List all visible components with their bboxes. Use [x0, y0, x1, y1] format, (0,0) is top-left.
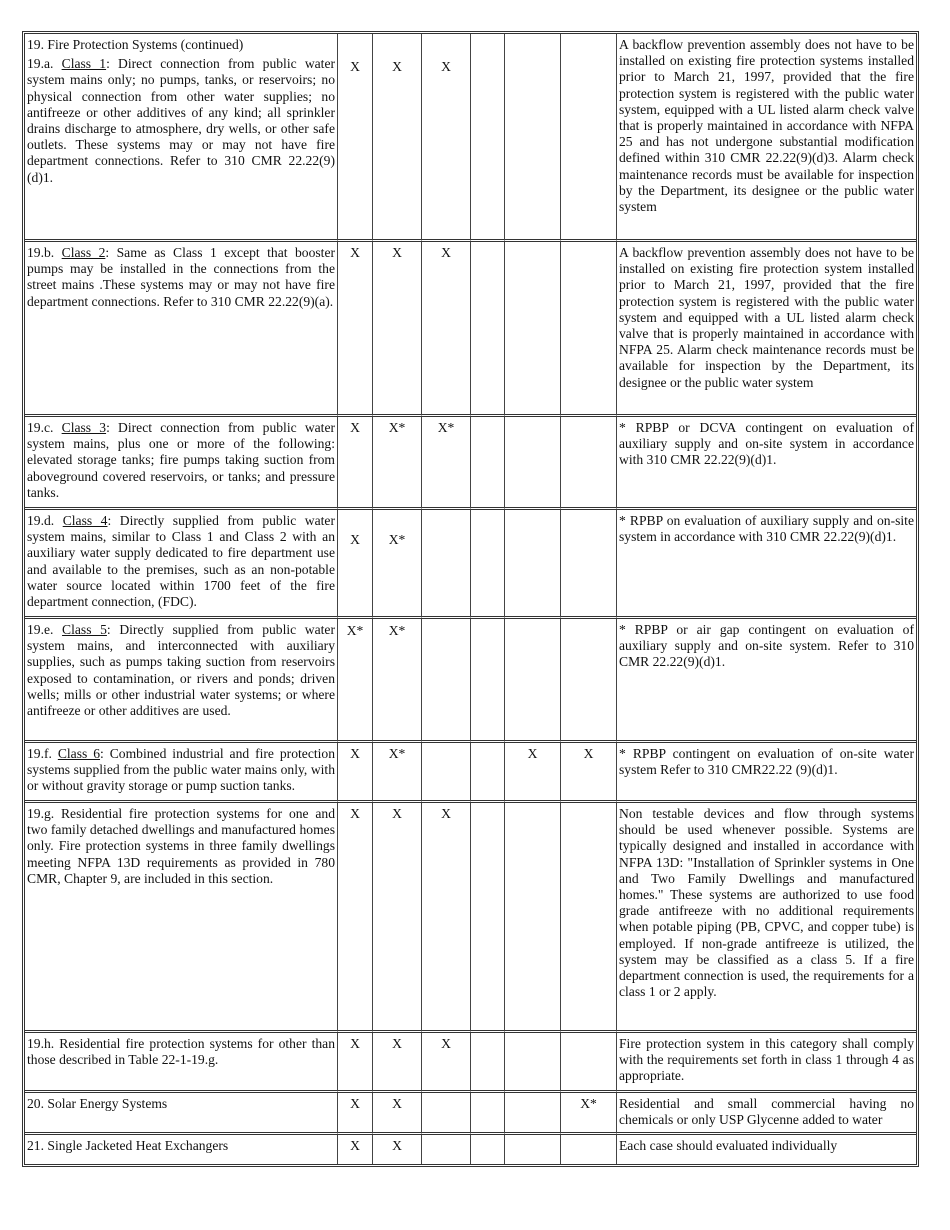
row-description: [25, 34, 338, 242]
mark-col-1: X: [338, 803, 373, 1033]
mark-col-1: X: [338, 1093, 373, 1135]
mark-col-1: X: [338, 34, 373, 242]
row-note: Each case should evaluated individually: [619, 1138, 838, 1153]
table-row-19e: [25, 619, 916, 743]
row-prefix: 19.h. Residential fire protection systems for other than those described in Table 22-1-19.g.: [27, 1036, 335, 1068]
mark-col-2: X*: [373, 619, 422, 743]
class-label: Class 3: [61, 420, 107, 435]
mark-col-6: [561, 242, 617, 417]
mark-col-1: X: [338, 1135, 373, 1164]
row-note: * RPBP or air gap contingent on evaluation of auxiliary supply and on-site system. Refer to 310 CMR 22.22(9)(d)1.: [617, 619, 916, 743]
row-description: [25, 1093, 338, 1135]
row-note: * RPBP on evaluation of auxiliary supply and on-site system in accordance with 310 CMR 22.22(9)(d)1.: [617, 510, 916, 619]
mark-col-6: X: [561, 743, 617, 803]
mark-col-5: [505, 803, 561, 1033]
row-description: [25, 743, 338, 803]
mark-col-5: [505, 34, 561, 242]
row-note: A backflow prevention assembly does not have to be installed on existing fire protection system installed prior to March 21, 1997, provided that the fire protection system is registered with the public water system and equipped with a UL listed alarm check valve that is properly maintained in accordance with NFPA 25. Alarm check maintenance records must be available for inspection by the Department, its designee or the public water system: [617, 242, 916, 417]
row-prefix: 21. Single Jacketed Heat Exchangers: [27, 1138, 229, 1153]
class-label: Class 6: [57, 746, 101, 761]
mark-col-1: X: [338, 743, 373, 803]
row-text: : Direct connection from public water system mains, plus one or more of the following: elevated storage tanks; fire pumps taking suction from aboveground covered reservoirs, or tanks; and pressure tanks.: [27, 420, 336, 500]
mark-col-5: [505, 619, 561, 743]
mark-col-5: [505, 1033, 561, 1093]
mark-col-6: [561, 417, 617, 510]
mark-col-5: [505, 1093, 561, 1135]
row-description: [25, 803, 338, 1033]
mark-col-2: X: [373, 34, 422, 242]
section-header: 19. Fire Protection Systems (continued): [27, 37, 244, 52]
mark-col-3: X*: [422, 417, 471, 510]
class-label: Class 1: [61, 56, 107, 72]
table-row-19b: [25, 242, 916, 417]
mark-col-2: X: [373, 1033, 422, 1093]
backflow-requirements-table: [22, 31, 919, 1167]
mark-col-2: X: [373, 803, 422, 1033]
class-label: Class 5: [62, 622, 107, 637]
mark-col-4: [471, 1093, 505, 1135]
mark-col-4: [471, 510, 505, 619]
class-label: Class 2: [61, 245, 106, 260]
row-text: : Directly supplied from public water system mains, similar to Class 1 and Class 2 with an auxiliary water supply dedicated to fire department use and available to the premises, such as an non-potable water source located within 1700 feet of the fire department connection, (FDC).: [27, 513, 335, 610]
mark-col-2: X: [373, 1093, 422, 1135]
mark-col-3: [422, 510, 471, 619]
mark-col-1: X: [338, 417, 373, 510]
table-row-19h: [25, 1033, 916, 1093]
mark-col-6: [561, 1033, 617, 1093]
mark-col-6: [561, 619, 617, 743]
row-note: * RPBP or DCVA contingent on evaluation of auxiliary supply and on-site system in accordance with 310 CMR 22.22(9)(d)1.: [617, 417, 916, 510]
mark-col-1: X: [338, 510, 373, 619]
mark-col-6: [561, 34, 617, 242]
mark-col-4: [471, 417, 505, 510]
table-row-19a: [25, 34, 916, 242]
mark-col-3: [422, 743, 471, 803]
table-row-19c: [25, 417, 916, 510]
row-description: [25, 1033, 338, 1093]
row-text: : Direct connection from public water system mains only; no pumps, tanks, or reservoirs; no physical connection from other water supplies; no antifreeze or other additives of any kind; all sprinkler drains discharge to atmosphere, dry wells, or other safe outlets. These systems may or may not have fire department connections. Refer to 310 CMR 22.22(9)(d)1.: [27, 56, 336, 185]
mark-col-4: [471, 743, 505, 803]
mark-col-4: [471, 619, 505, 743]
row-description: [25, 619, 338, 743]
mark-col-5: X: [505, 743, 561, 803]
mark-col-1: X: [338, 1033, 373, 1093]
mark-col-2: X: [373, 1135, 422, 1164]
row-prefix: 19.c.: [27, 420, 62, 435]
mark-col-6: [561, 803, 617, 1033]
mark-col-5: [505, 242, 561, 417]
mark-col-6: X*: [561, 1093, 617, 1135]
document-page: [22, 31, 913, 1167]
mark-col-1: X*: [338, 619, 373, 743]
mark-col-4: [471, 34, 505, 242]
table-row-20: [25, 1093, 916, 1135]
row-prefix: 19.g. Residential fire protection systems for one and two family detached dwellings and manufactured homes only. Fire protection systems in three family dwellings meeting NFPA 13D requirements as provided in 780 CMR, Chapter 9, are included in this section.: [27, 806, 335, 886]
row-prefix: 19.b.: [27, 245, 62, 260]
row-prefix: 20. Solar Energy Systems: [27, 1096, 168, 1111]
row-note: Residential and small commercial having no chemicals or only USP Glycenne added to water: [617, 1093, 916, 1135]
row-prefix: 19.d.: [27, 513, 63, 528]
mark-col-2: X*: [373, 743, 422, 803]
mark-col-3: [422, 1093, 471, 1135]
mark-col-3: X: [422, 803, 471, 1033]
mark-col-4: [471, 1033, 505, 1093]
row-text: : Same as Class 1 except that booster pumps may be installed in the connections from the street mains .These systems may or may not have fire department connections. Refer to 310 CMR 22.22(9)(a).: [27, 245, 336, 309]
table-row-19f: [25, 743, 916, 803]
mark-col-3: X: [422, 34, 471, 242]
row-note: Fire protection system in this category shall comply with the requirements set forth in class 1 through 4 as appropriate.: [617, 1033, 916, 1093]
mark-col-4: [471, 1135, 505, 1164]
mark-col-5: [505, 1135, 561, 1164]
row-prefix: 19.e.: [27, 622, 63, 637]
mark-col-4: [471, 242, 505, 417]
row-description: [25, 417, 338, 510]
mark-col-5: [505, 417, 561, 510]
row-description: [25, 242, 338, 417]
mark-col-6: [561, 510, 617, 619]
mark-col-3: [422, 1135, 471, 1164]
mark-col-2: X*: [373, 510, 422, 619]
row-note: * RPBP contingent on evaluation of on-site water system Refer to 310 CMR22.22 (9)(d)1.: [617, 743, 916, 803]
mark-col-3: [422, 619, 471, 743]
row-text: : Directly supplied from public water system mains, and interconnected with auxiliary supplies, such as pumps taking suction from reservoirs exposed to contamination, or rivers and ponds; driven wells; mills or other industrial water systems; or where antifreeze or other additives are used.: [27, 622, 335, 719]
mark-col-3: X: [422, 242, 471, 417]
row-text: : Combined industrial and fire protection systems supplied from the public water mains only, with or without gravity storage or pump suction tanks.: [27, 746, 336, 794]
table-row-19d: [25, 510, 916, 619]
table-row-21: [25, 1135, 916, 1164]
mark-col-2: X: [373, 242, 422, 417]
mark-col-6: [561, 1135, 617, 1164]
mark-col-1: X: [338, 242, 373, 417]
row-prefix: 19.a.: [27, 56, 62, 72]
row-description: [25, 1135, 338, 1164]
row-description: [25, 510, 338, 619]
row-prefix: 19.f.: [27, 746, 58, 761]
class-label: Class 4: [62, 513, 108, 528]
mark-col-5: [505, 510, 561, 619]
mark-col-2: X*: [373, 417, 422, 510]
row-note: Non testable devices and flow through systems should be used whenever possible. Systems are typically designed and installed in accordance with NFPA 13D: "Installation of Sprinkler systems in One and Two Family Dwellings and manufactured homes." These systems are authorized to use food grade antifreeze with no additional requirements when potable piping (PB, CPVC, and copper tube) is employed. If non-grade antifreeze is utilized, the system may be classified as a class 5. If a fire department connection is used, the requirements for a class 1 or 2 apply.: [617, 803, 916, 1033]
mark-col-4: [471, 803, 505, 1033]
table-row-19g: [25, 803, 916, 1033]
mark-col-3: X: [422, 1033, 471, 1093]
row-note: A backflow prevention assembly does not have to be installed on existing fire protection systems installed prior to March 21, 1997, provided that the fire protection system is registered with the public water system, equipped with a UL listed alarm check valve that is properly maintained in accordance with NFPA 25 and has not undergone substantial modification defined within 310 CMR 22.22(9)(d)3. Alarm check maintenance records must be available for inspection by the Department, its designee or the public water system: [617, 34, 916, 242]
